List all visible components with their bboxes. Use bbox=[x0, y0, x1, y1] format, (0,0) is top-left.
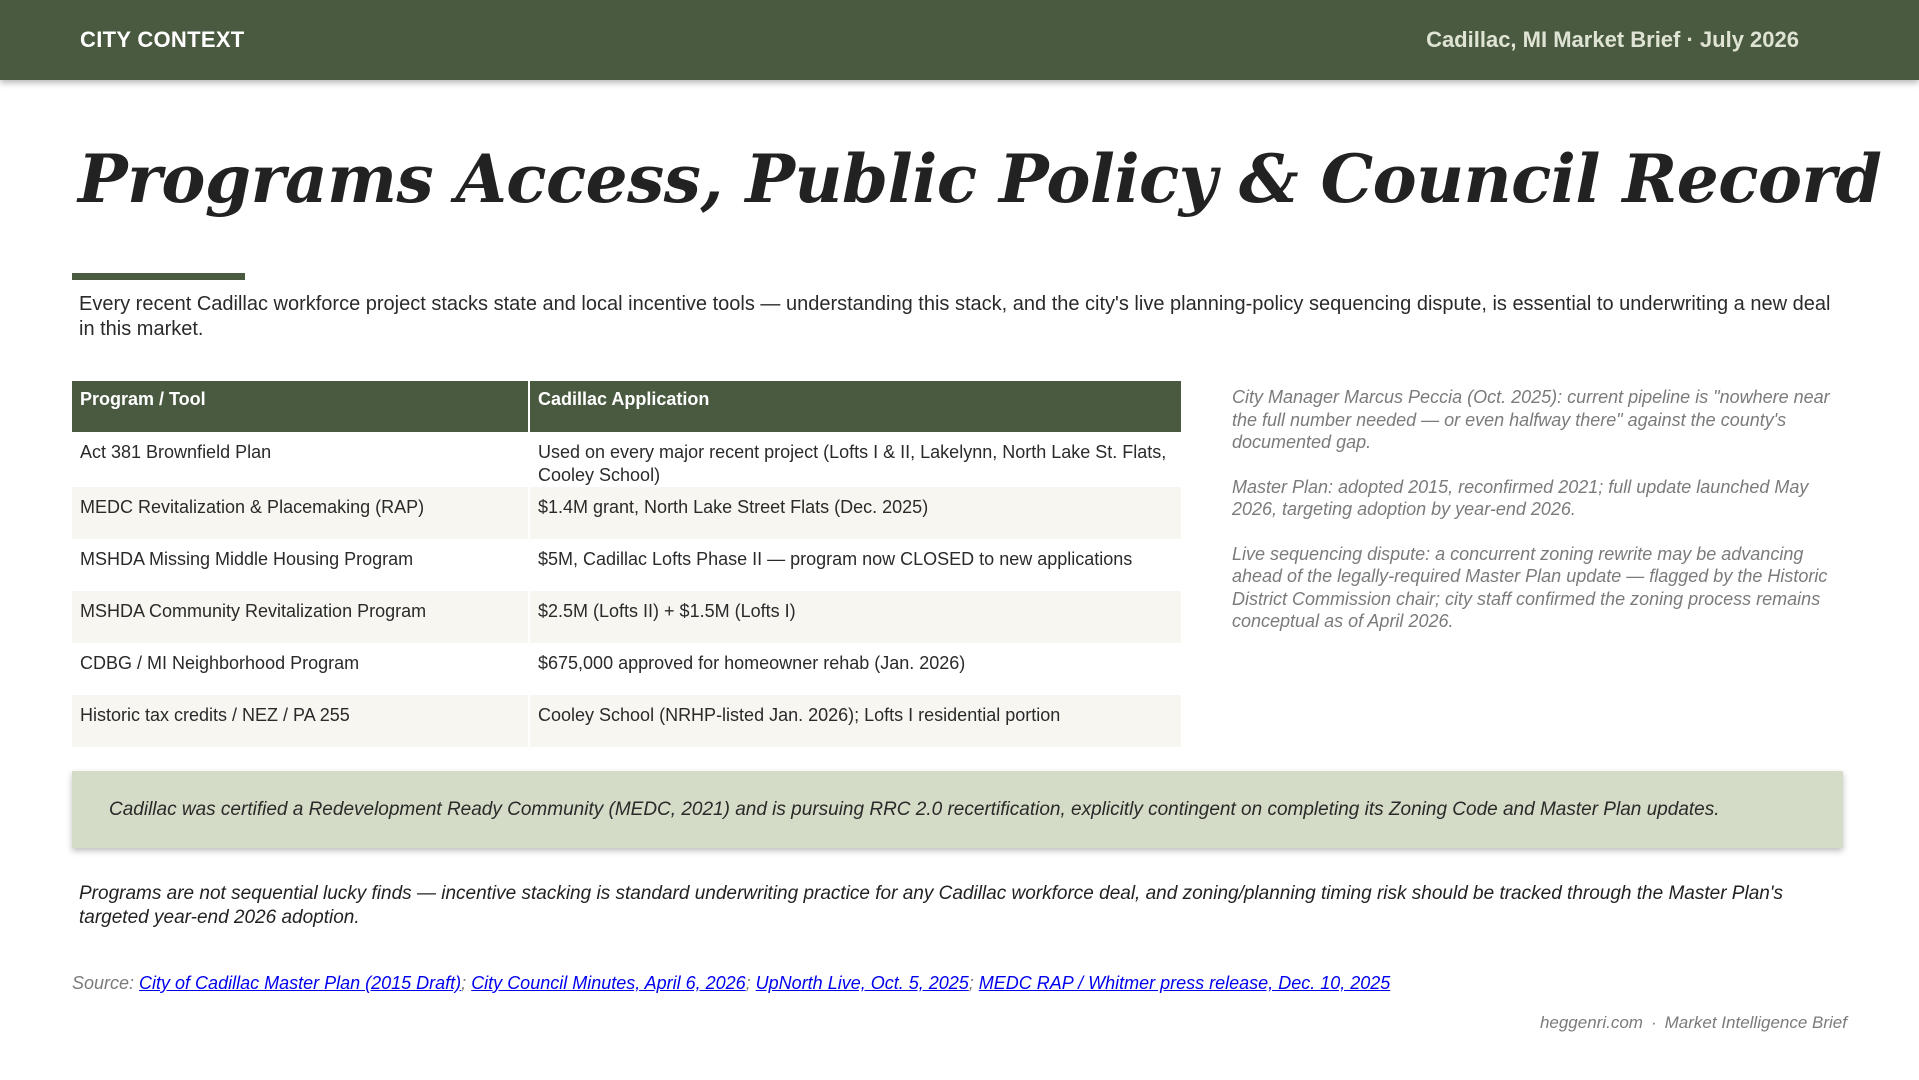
application-cell: $675,000 approved for homeowner rehab (Jan. 2026) bbox=[529, 643, 1181, 695]
source-link-master-plan[interactable]: City of Cadillac Master Plan (2015 Draft) bbox=[139, 973, 462, 993]
footer-label: Market Intelligence Brief bbox=[1664, 1013, 1847, 1032]
footer-site: heggenri.com bbox=[1539, 1013, 1643, 1032]
table-row bbox=[72, 539, 1181, 591]
rrc-callout-box bbox=[72, 771, 1843, 848]
table-row bbox=[72, 695, 1181, 747]
footer bbox=[1540, 1013, 1847, 1033]
table-row bbox=[72, 487, 1181, 539]
application-cell: $2.5M (Lofts II) + $1.5M (Lofts I) bbox=[529, 591, 1181, 643]
application-cell: $1.4M grant, North Lake Street Flats (Dec. 2025) bbox=[529, 487, 1181, 539]
callout-text: Cadillac was certified a Redevelopment Ready Community (MEDC, 2021) and is pursuing RRC 2.0 recertification, explicitly contingent on completing its Zoning Code and Master Plan updates. bbox=[109, 798, 1720, 820]
title-accent-rule bbox=[72, 273, 245, 280]
source-separator: ; bbox=[968, 973, 979, 993]
brief-title: Cadillac, MI Market Brief · July 2026 bbox=[1426, 27, 1799, 52]
sidenote-city-manager: City Manager Marcus Peccia (Oct. 2025): current pipeline is "nowhere near the full number needed — or even halfway there" against the county's documented gap. bbox=[1232, 387, 1830, 452]
source-line bbox=[72, 973, 1852, 994]
sidenote-master-plan: Master Plan: adopted 2015, reconfirmed 2021; full update launched May 2026, targeting adoption by year-end 2026. bbox=[1232, 476, 1809, 519]
table-row bbox=[72, 643, 1181, 695]
program-cell: CDBG / MI Neighborhood Program bbox=[72, 643, 529, 695]
application-cell: Cooley School (NRHP-listed Jan. 2026); Lofts I residential portion bbox=[529, 695, 1181, 747]
application-cell: Used on every major recent project (Lofts I & II, Lakelynn, North Lake St. Flats, Cooley School) bbox=[529, 432, 1181, 487]
program-cell: Act 381 Brownfield Plan bbox=[72, 432, 529, 487]
table-header-row bbox=[72, 381, 1181, 432]
application-cell: $5M, Cadillac Lofts Phase II — program now CLOSED to new applications bbox=[529, 539, 1181, 591]
column-header-program: Program / Tool bbox=[72, 381, 529, 432]
programs-table bbox=[72, 381, 1181, 747]
footer-dot: · bbox=[1650, 1013, 1657, 1032]
program-cell: Historic tax credits / NEZ / PA 255 bbox=[72, 695, 529, 747]
table-row bbox=[72, 591, 1181, 643]
source-separator: ; bbox=[745, 973, 756, 993]
page-title: Programs Access, Public Policy & Council Record bbox=[78, 140, 1882, 218]
source-separator: ; bbox=[461, 973, 472, 993]
source-link-council-minutes[interactable]: City Council Minutes, April 6, 2026 bbox=[471, 973, 746, 993]
program-cell: MSHDA Community Revitalization Program bbox=[72, 591, 529, 643]
program-cell: MSHDA Missing Middle Housing Program bbox=[72, 539, 529, 591]
conclusion-paragraph: Programs are not sequential lucky finds — incentive stacking is standard underwriting practice for any Cadillac workforce deal, and zoning/planning timing risk should be tracked through the Master Plan's targeted year-end 2026 adoption. bbox=[79, 883, 1783, 928]
source-label: Source: bbox=[72, 973, 140, 993]
column-header-application: Cadillac Application bbox=[529, 381, 1181, 432]
source-link-upnorth-live[interactable]: UpNorth Live, Oct. 5, 2025 bbox=[755, 973, 969, 993]
sidenotes-panel bbox=[1232, 386, 1842, 655]
program-cell: MEDC Revitalization & Placemaking (RAP) bbox=[72, 487, 529, 539]
sidenote-sequencing-dispute: Live sequencing dispute: a concurrent zoning rewrite may be advancing ahead of the legally-required Master Plan update — flagged by the Historic District Commission chair; city staff confirmed the zoning process remains conceptual as of April 2026. bbox=[1232, 543, 1828, 631]
section-label: CITY CONTEXT bbox=[80, 27, 245, 52]
source-link-medc-rap[interactable]: MEDC RAP / Whitmer press release, Dec. 10, 2025 bbox=[978, 973, 1391, 993]
table-row bbox=[72, 432, 1181, 487]
header-bar bbox=[0, 0, 1919, 80]
intro-paragraph: Every recent Cadillac workforce project stacks state and local incentive tools — understanding this stack, and the city's live planning-policy sequencing dispute, is essential to underwriting a new deal in this market. bbox=[79, 293, 1831, 340]
